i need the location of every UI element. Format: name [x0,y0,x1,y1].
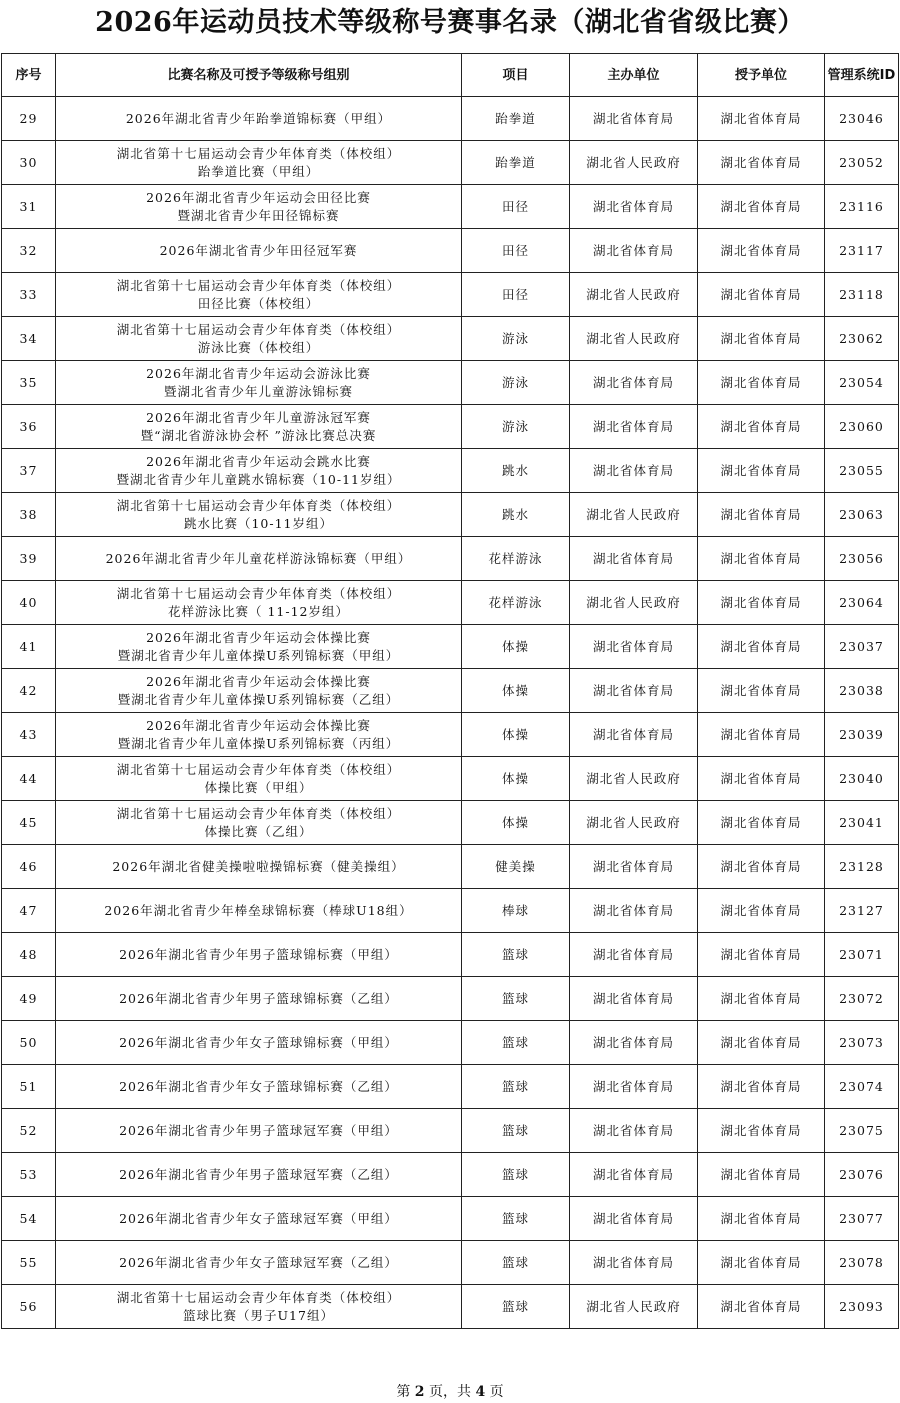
cell-event: 篮球 [462,1285,570,1329]
cell-no: 35 [2,361,56,405]
cell-name-line: 2026年湖北省青少年运动会体操比赛 [146,629,371,645]
cell-grantor: 湖北省体育局 [698,757,825,801]
table-row [2,141,899,185]
cell-event: 篮球 [462,1065,570,1109]
cell-no: 41 [2,625,56,669]
cell-name-line: 暨“湖北省游泳协会杯 ”游泳比赛总决赛 [140,427,377,443]
cell-name [56,845,462,889]
cell-organizer: 湖北省人民政府 [570,141,698,185]
table-header-row [2,54,899,97]
cell-event: 篮球 [462,1109,570,1153]
cell-name-line: 湖北省第十七届运动会青少年体育类（体校组） [116,145,401,161]
cell-event: 篮球 [462,1241,570,1285]
cell-no: 30 [2,141,56,185]
cell-id: 23077 [825,1197,899,1241]
cell-organizer: 湖北省体育局 [570,845,698,889]
cell-event: 体操 [462,757,570,801]
cell-id: 23040 [825,757,899,801]
cell-event: 游泳 [462,361,570,405]
cell-no: 53 [2,1153,56,1197]
cell-organizer: 湖北省体育局 [570,889,698,933]
cell-grantor: 湖北省体育局 [698,273,825,317]
cell-grantor: 湖北省体育局 [698,1285,825,1329]
cell-no: 43 [2,713,56,757]
footer-total-pages: 4 [475,1384,486,1400]
cell-id: 23074 [825,1065,899,1109]
cell-organizer: 湖北省体育局 [570,1021,698,1065]
cell-organizer: 湖北省体育局 [570,229,698,273]
cell-event: 篮球 [462,977,570,1021]
table-row [2,1021,899,1065]
cell-name-line: 暨湖北省青少年儿童体操U系列锦标赛（甲组） [117,647,400,663]
cell-id: 23116 [825,185,899,229]
cell-id: 23052 [825,141,899,185]
cell-name-line: 暨湖北省青少年儿童体操U系列锦标赛（乙组） [117,691,400,707]
table-row [2,405,899,449]
cell-name-line: 2026年湖北省青少年男子篮球锦标赛（乙组） [119,990,398,1006]
cell-grantor: 湖北省体育局 [698,97,825,141]
table-row [2,757,899,801]
cell-id: 23072 [825,977,899,1021]
cell-organizer: 湖北省体育局 [570,537,698,581]
cell-event: 棒球 [462,889,570,933]
cell-organizer: 湖北省体育局 [570,1153,698,1197]
cell-name-line: 2026年湖北省青少年运动会体操比赛 [146,717,371,733]
cell-name-line: 2026年湖北省青少年跆拳道锦标赛（甲组） [125,110,392,126]
cell-organizer: 湖北省体育局 [570,1065,698,1109]
cell-organizer: 湖北省体育局 [570,977,698,1021]
cell-organizer: 湖北省体育局 [570,97,698,141]
table-row [2,845,899,889]
cell-no: 37 [2,449,56,493]
cell-name-line: 湖北省第十七届运动会青少年体育类（体校组） [116,321,401,337]
cell-no: 44 [2,757,56,801]
footer-suffix: 页 [489,1384,504,1400]
table-row [2,317,899,361]
cell-event: 跆拳道 [462,141,570,185]
cell-id: 23071 [825,933,899,977]
cell-event: 篮球 [462,1153,570,1197]
cell-id: 23055 [825,449,899,493]
cell-organizer: 湖北省体育局 [570,933,698,977]
footer-prefix: 第 [396,1384,411,1400]
cell-name-line: 2026年湖北省青少年运动会体操比赛 [146,673,371,689]
table-row [2,361,899,405]
cell-id: 23063 [825,493,899,537]
table-row [2,1197,899,1241]
cell-no: 32 [2,229,56,273]
cell-no: 46 [2,845,56,889]
cell-name-line: 2026年湖北省青少年女子篮球锦标赛（乙组） [119,1078,398,1094]
cell-no: 48 [2,933,56,977]
cell-id: 23037 [825,625,899,669]
cell-id: 23127 [825,889,899,933]
table-row [2,977,899,1021]
cell-event: 花样游泳 [462,537,570,581]
cell-organizer: 湖北省体育局 [570,625,698,669]
cell-organizer: 湖北省体育局 [570,1109,698,1153]
cell-name [56,1241,462,1285]
cell-id: 23041 [825,801,899,845]
cell-name-line: 2026年湖北省青少年运动会游泳比赛 [146,365,371,381]
cell-no: 39 [2,537,56,581]
cell-grantor: 湖北省体育局 [698,1065,825,1109]
cell-name-line: 2026年湖北省青少年男子篮球锦标赛（甲组） [119,946,398,962]
cell-grantor: 湖北省体育局 [698,713,825,757]
cell-grantor: 湖北省体育局 [698,625,825,669]
cell-name-line: 2026年湖北省青少年女子篮球锦标赛（甲组） [119,1034,398,1050]
cell-no: 29 [2,97,56,141]
cell-grantor: 湖北省体育局 [698,185,825,229]
cell-name-line: 游泳比赛（体校组） [197,339,320,355]
cell-event: 花样游泳 [462,581,570,625]
cell-id: 23078 [825,1241,899,1285]
cell-name-line: 2026年湖北省青少年儿童花样游泳锦标赛（甲组） [105,550,412,566]
cell-no: 55 [2,1241,56,1285]
cell-grantor: 湖北省体育局 [698,1241,825,1285]
cell-id: 23056 [825,537,899,581]
table-row [2,229,899,273]
cell-no: 49 [2,977,56,1021]
cell-no: 40 [2,581,56,625]
cell-name-line: 湖北省第十七届运动会青少年体育类（体校组） [116,1289,401,1305]
cell-grantor: 湖北省体育局 [698,845,825,889]
header-grantor: 授予单位 [698,54,825,97]
cell-name-line: 湖北省第十七届运动会青少年体育类（体校组） [116,805,401,821]
cell-no: 45 [2,801,56,845]
cell-event: 体操 [462,625,570,669]
cell-name [56,801,462,845]
header-no: 序号 [2,54,56,97]
cell-grantor: 湖北省体育局 [698,1021,825,1065]
cell-name-line: 暨湖北省青少年田径锦标赛 [177,207,340,223]
cell-event: 健美操 [462,845,570,889]
cell-organizer: 湖北省人民政府 [570,317,698,361]
cell-name-line: 2026年湖北省健美操啦啦操锦标赛（健美操组） [112,858,405,874]
cell-event: 田径 [462,185,570,229]
cell-event: 跳水 [462,493,570,537]
table-row [2,273,899,317]
header-id: 管理系统ID [825,54,899,97]
header-event: 项目 [462,54,570,97]
cell-organizer: 湖北省人民政府 [570,1285,698,1329]
cell-organizer: 湖北省人民政府 [570,581,698,625]
cell-name [56,1021,462,1065]
cell-event: 游泳 [462,317,570,361]
cell-name-line: 暨湖北省青少年儿童体操U系列锦标赛（丙组） [117,735,400,751]
cell-id: 23128 [825,845,899,889]
cell-grantor: 湖北省体育局 [698,1153,825,1197]
cell-name-line: 体操比赛（甲组） [204,779,313,795]
cell-name-line: 2026年湖北省青少年棒垒球锦标赛（棒球U18组） [104,902,413,918]
cell-id: 23117 [825,229,899,273]
cell-name-line: 2026年湖北省青少年女子篮球冠军赛（甲组） [119,1210,398,1226]
cell-name [56,97,462,141]
table-row [2,185,899,229]
page-footer [0,1381,900,1401]
table-body [2,97,899,1329]
table-row [2,713,899,757]
cell-name [56,889,462,933]
cell-name-line: 2026年湖北省青少年男子篮球冠军赛（乙组） [119,1166,398,1182]
cell-organizer: 湖北省体育局 [570,669,698,713]
cell-event: 篮球 [462,933,570,977]
cell-name [56,361,462,405]
cell-name [56,1197,462,1241]
cell-name [56,713,462,757]
cell-organizer: 湖北省体育局 [570,1241,698,1285]
cell-no: 52 [2,1109,56,1153]
cell-name [56,1065,462,1109]
cell-no: 42 [2,669,56,713]
cell-no: 56 [2,1285,56,1329]
cell-event: 跳水 [462,449,570,493]
cell-name-line: 湖北省第十七届运动会青少年体育类（体校组） [116,277,401,293]
cell-no: 47 [2,889,56,933]
cell-organizer: 湖北省体育局 [570,713,698,757]
cell-event: 体操 [462,801,570,845]
cell-name-line: 湖北省第十七届运动会青少年体育类（体校组） [116,585,401,601]
cell-no: 31 [2,185,56,229]
cell-event: 体操 [462,713,570,757]
table-row [2,625,899,669]
cell-no: 34 [2,317,56,361]
table-row [2,669,899,713]
cell-name-line: 体操比赛（乙组） [204,823,313,839]
table-row [2,1153,899,1197]
cell-name [56,757,462,801]
cell-id: 23093 [825,1285,899,1329]
cell-grantor: 湖北省体育局 [698,933,825,977]
cell-name-line: 暨湖北省青少年儿童游泳锦标赛 [163,383,353,399]
cell-name-line: 跳水比赛（10-11岁组） [183,515,334,531]
cell-grantor: 湖北省体育局 [698,405,825,449]
cell-grantor: 湖北省体育局 [698,669,825,713]
cell-no: 54 [2,1197,56,1241]
cell-grantor: 湖北省体育局 [698,1109,825,1153]
cell-grantor: 湖北省体育局 [698,801,825,845]
cell-grantor: 湖北省体育局 [698,317,825,361]
cell-name [56,1153,462,1197]
cell-event: 篮球 [462,1021,570,1065]
cell-no: 36 [2,405,56,449]
cell-id: 23064 [825,581,899,625]
cell-name [56,933,462,977]
cell-no: 50 [2,1021,56,1065]
cell-name [56,537,462,581]
cell-grantor: 湖北省体育局 [698,581,825,625]
cell-grantor: 湖北省体育局 [698,449,825,493]
cell-id: 23062 [825,317,899,361]
events-table [1,53,899,1329]
cell-name-line: 跆拳道比赛（甲组） [197,163,320,179]
table-row [2,537,899,581]
cell-no: 38 [2,493,56,537]
cell-name [56,273,462,317]
cell-id: 23076 [825,1153,899,1197]
cell-name [56,185,462,229]
table-row [2,1241,899,1285]
cell-name [56,625,462,669]
cell-id: 23075 [825,1109,899,1153]
cell-id: 23118 [825,273,899,317]
cell-id: 23046 [825,97,899,141]
cell-name [56,405,462,449]
cell-name [56,317,462,361]
cell-grantor: 湖北省体育局 [698,361,825,405]
cell-grantor: 湖北省体育局 [698,977,825,1021]
footer-page-number: 2 [414,1384,425,1400]
cell-organizer: 湖北省体育局 [570,361,698,405]
cell-name-line: 篮球比赛（男子U17组） [183,1307,334,1323]
table-row [2,1065,899,1109]
cell-event: 田径 [462,229,570,273]
footer-middle: 页，共 [429,1384,471,1400]
cell-name [56,581,462,625]
table-row [2,933,899,977]
cell-event: 游泳 [462,405,570,449]
table-row [2,97,899,141]
cell-organizer: 湖北省体育局 [570,405,698,449]
cell-name [56,1285,462,1329]
header-name: 比赛名称及可授予等级称号组别 [56,54,462,97]
cell-grantor: 湖北省体育局 [698,537,825,581]
header-organizer: 主办单位 [570,54,698,97]
cell-organizer: 湖北省人民政府 [570,493,698,537]
cell-name-line: 田径比赛（体校组） [197,295,320,311]
cell-name-line: 2026年湖北省青少年运动会跳水比赛 [146,453,371,469]
table-row [2,889,899,933]
table-row [2,801,899,845]
cell-name-line: 暨湖北省青少年儿童跳水锦标赛（10-11岁组） [116,471,401,487]
cell-id: 23039 [825,713,899,757]
cell-grantor: 湖北省体育局 [698,141,825,185]
cell-event: 篮球 [462,1197,570,1241]
cell-organizer: 湖北省体育局 [570,1197,698,1241]
table-row [2,1285,899,1329]
cell-no: 33 [2,273,56,317]
table-row [2,493,899,537]
cell-organizer: 湖北省人民政府 [570,757,698,801]
cell-id: 23038 [825,669,899,713]
cell-organizer: 湖北省人民政府 [570,801,698,845]
cell-name [56,493,462,537]
cell-name-line: 2026年湖北省青少年儿童游泳冠军赛 [146,409,371,425]
cell-grantor: 湖北省体育局 [698,229,825,273]
cell-id: 23073 [825,1021,899,1065]
table-row [2,449,899,493]
cell-name [56,977,462,1021]
cell-event: 田径 [462,273,570,317]
cell-organizer: 湖北省人民政府 [570,273,698,317]
cell-organizer: 湖北省体育局 [570,185,698,229]
cell-id: 23060 [825,405,899,449]
table-row [2,581,899,625]
cell-grantor: 湖北省体育局 [698,1197,825,1241]
cell-organizer: 湖北省体育局 [570,449,698,493]
cell-name-line: 2026年湖北省青少年田径冠军赛 [159,242,358,258]
cell-name [56,229,462,273]
cell-name-line: 湖北省第十七届运动会青少年体育类（体校组） [116,497,401,513]
cell-no: 51 [2,1065,56,1109]
cell-name-line: 花样游泳比赛（ 11-12岁组） [167,603,349,619]
cell-event: 体操 [462,669,570,713]
cell-name [56,1109,462,1153]
cell-name-line: 2026年湖北省青少年运动会田径比赛 [146,189,371,205]
cell-name-line: 2026年湖北省青少年男子篮球冠军赛（甲组） [119,1122,398,1138]
cell-event: 跆拳道 [462,97,570,141]
cell-name-line: 2026年湖北省青少年女子篮球冠军赛（乙组） [119,1254,398,1270]
cell-grantor: 湖北省体育局 [698,889,825,933]
cell-name [56,669,462,713]
cell-name [56,141,462,185]
cell-name [56,449,462,493]
page-title: 2026年运动员技术等级称号赛事名录（湖北省省级比赛） [95,7,805,38]
cell-grantor: 湖北省体育局 [698,493,825,537]
cell-id: 23054 [825,361,899,405]
cell-name-line: 湖北省第十七届运动会青少年体育类（体校组） [116,761,401,777]
table-row [2,1109,899,1153]
